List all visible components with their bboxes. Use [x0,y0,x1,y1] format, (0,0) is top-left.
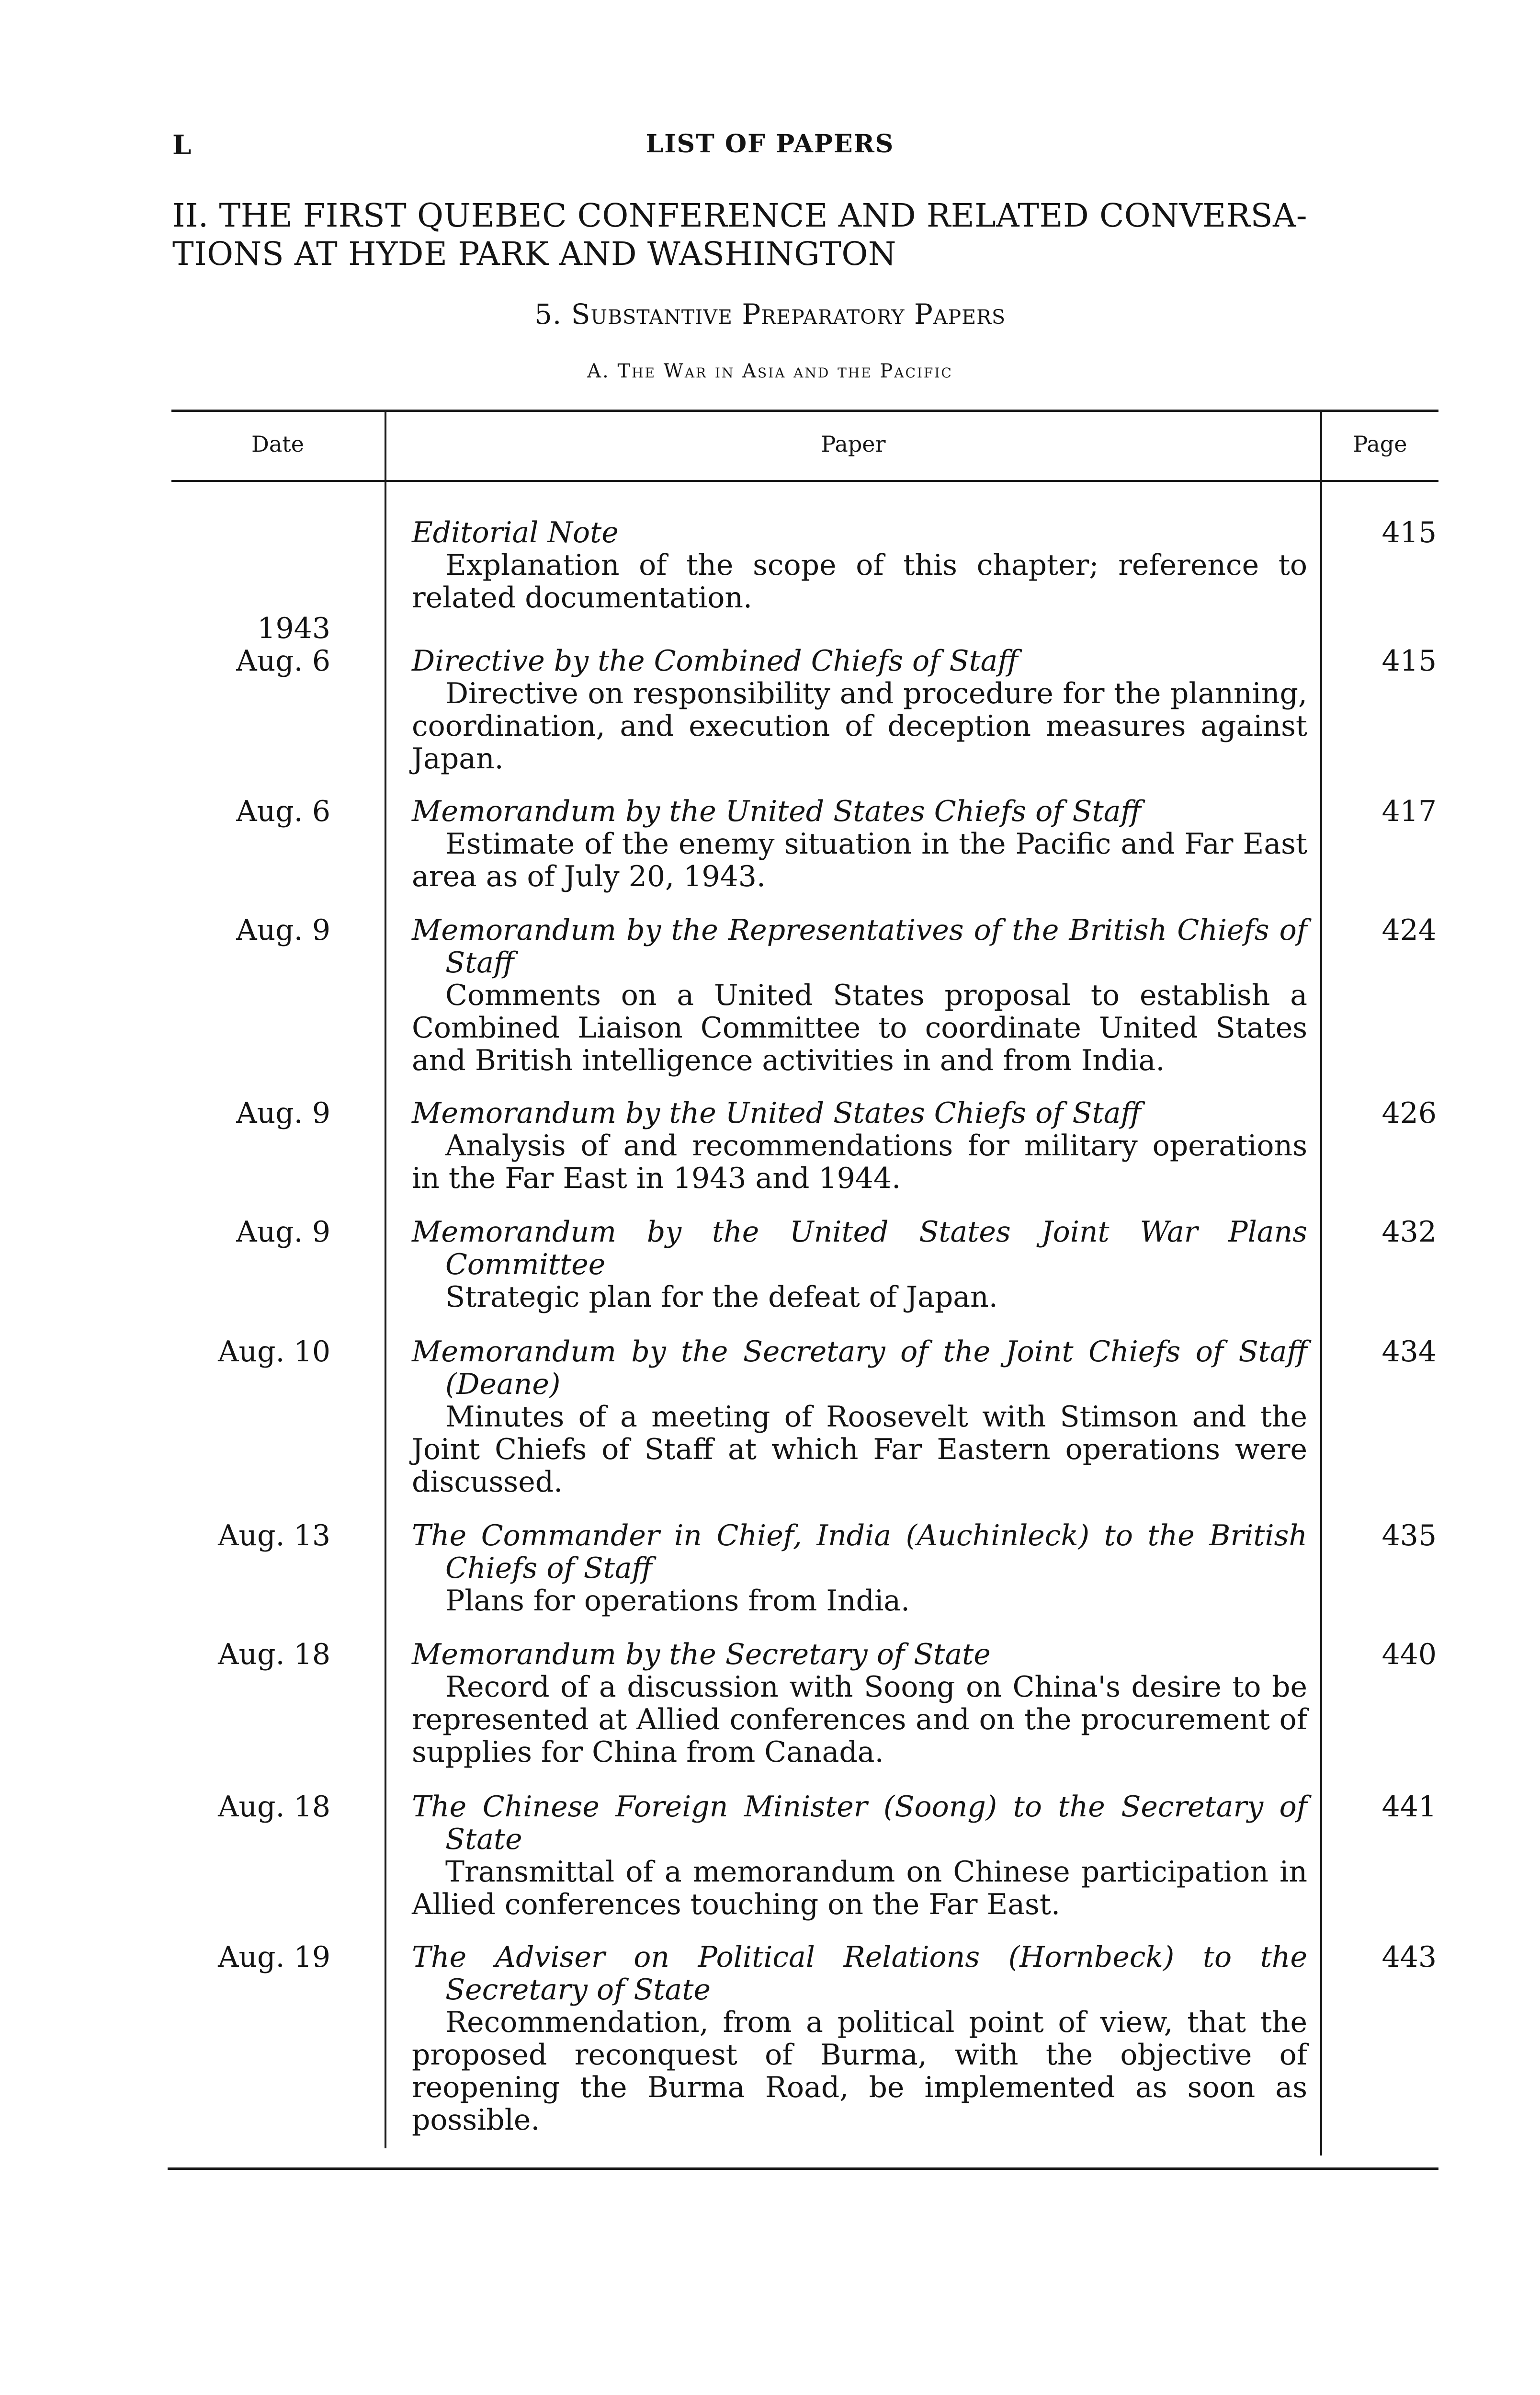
entry-paper [412,516,1307,614]
entry-description: Transmittal of a memorandum on Chinese participation in Allied conferences touching on the Far East. [412,1855,1307,1921]
entry-page: 432 [1381,1215,1437,1249]
entry-description: Record of a discussion with Soong on China's desire to be represented at Allied conferences and on the procurement of supplies for China from Canada. [412,1670,1307,1769]
entry-paper [412,1791,1307,1921]
entry-title: Memorandum by the United States Chiefs of Staff [412,1096,1141,1130]
entry-title: Memorandum by the United States Chiefs of Staff [412,795,1141,828]
chapter-title-line-2: TIONS AT HYDE PARK AND WASHINGTON [172,235,896,273]
entry-paper [412,914,1307,1077]
entry-date: Aug. 10 [218,1335,330,1369]
entry-page: 415 [1381,644,1437,678]
entry-page: 426 [1381,1096,1437,1130]
column-header-date: Date [251,431,304,457]
column-divider-page [1320,412,1322,2156]
entry-title: The Commander in Chief, India (Auchinleck) to the British Chiefs of Staff [412,1519,1307,1585]
entry-page: 441 [1381,1790,1437,1824]
entry-description: Comments on a United States proposal to establish a Combined Liaison Committee to coordinate United States and British intelligence activities in and from India. [412,979,1307,1077]
entry-description: Strategic plan for the defeat of Japan. [445,1280,998,1314]
entry-title: Memorandum by the Secretary of State [412,1638,991,1671]
entry-paper [412,1941,1307,2136]
entry-paper [412,1638,1307,1768]
entry-description: Estimate of the enemy situation in the Pacific and Far East area as of July 20, 1943. [412,827,1307,893]
entry-paper [412,795,1307,893]
entry-page: 440 [1381,1638,1437,1671]
entry-title: Directive by the Combined Chiefs of Staff [412,644,1018,678]
table-header-rule [171,480,1438,482]
entry-date-block [172,612,330,677]
entry-paper [412,1216,1307,1313]
page-header [172,129,1368,163]
running-title: LIST OF PAPERS [645,129,895,159]
folio-number: L [172,129,192,161]
entry-date: Aug. 6 [236,795,330,828]
entry-paper [412,645,1307,775]
entry-description: Analysis of and recommendations for military operations in the Far East in 1943 and 1944. [412,1129,1307,1195]
entry-paper [412,1335,1307,1498]
entry-date: Aug. 13 [218,1519,330,1552]
entry-page: 435 [1381,1519,1437,1552]
entry-date: Aug. 9 [236,1096,330,1130]
entry-date: Aug. 9 [236,1215,330,1249]
entry-date: Aug. 6 [236,644,330,678]
entry-date: Aug. 19 [218,1940,330,1974]
table-top-rule [171,410,1438,412]
entry-description: Directive on responsibility and procedure for the planning, coordination, and execution of deception measures against Japan. [412,677,1307,776]
section-heading: 5. Substantive Preparatory Papers [534,298,1006,331]
column-divider-date [385,412,386,2148]
entry-title: Memorandum by the Secretary of the Joint Chiefs of Staff (Deane) [412,1335,1307,1401]
column-header-page: Page [1353,431,1407,457]
entry-page: 424 [1381,913,1437,947]
entry-page: 417 [1381,795,1437,828]
entry-description: Explanation of the scope of this chapter; reference to related documentation. [412,548,1307,615]
entry-paper [412,1519,1307,1617]
entry-description: Minutes of a meeting of Roosevelt with Stimson and the Joint Chiefs of Staff at which Far Eastern operations were discussed. [412,1400,1307,1499]
entry-description: Plans for operations from India. [445,1584,910,1618]
entry-paper [412,1097,1307,1195]
entry-title: The Chinese Foreign Minister (Soong) to the Secretary of State [412,1790,1307,1856]
entry-title: Memorandum by the United States Joint War Plans Committee [412,1215,1307,1281]
subsection-heading: A. The War in Asia and the Pacific [587,360,953,382]
entry-description: Recommendation, from a political point of view, that the proposed reconquest of Burma, with the objective of reopening the Burma Road, be implemented as soon as possible. [412,2006,1307,2137]
entry-title: Memorandum by the Representatives of the British Chiefs of Staff [412,913,1307,980]
entry-year: 1943 [257,612,330,645]
entry-date: Aug. 9 [236,913,330,947]
entry-page: 434 [1381,1335,1437,1369]
chapter-title-line-1: II. THE FIRST QUEBEC CONFERENCE AND RELATED CONVERSA- [172,197,1307,234]
column-header-paper: Paper [821,431,886,457]
entry-date: Aug. 18 [218,1638,330,1671]
entry-page: 415 [1381,516,1437,549]
chapter-title [172,196,1430,273]
entry-page: 443 [1381,1940,1437,1974]
entry-date: Aug. 18 [218,1790,330,1824]
entry-title: Editorial Note [412,516,619,549]
entry-title: The Adviser on Political Relations (Hornbeck) to the Secretary of State [412,1940,1307,2007]
table-bottom-rule [168,2167,1438,2170]
